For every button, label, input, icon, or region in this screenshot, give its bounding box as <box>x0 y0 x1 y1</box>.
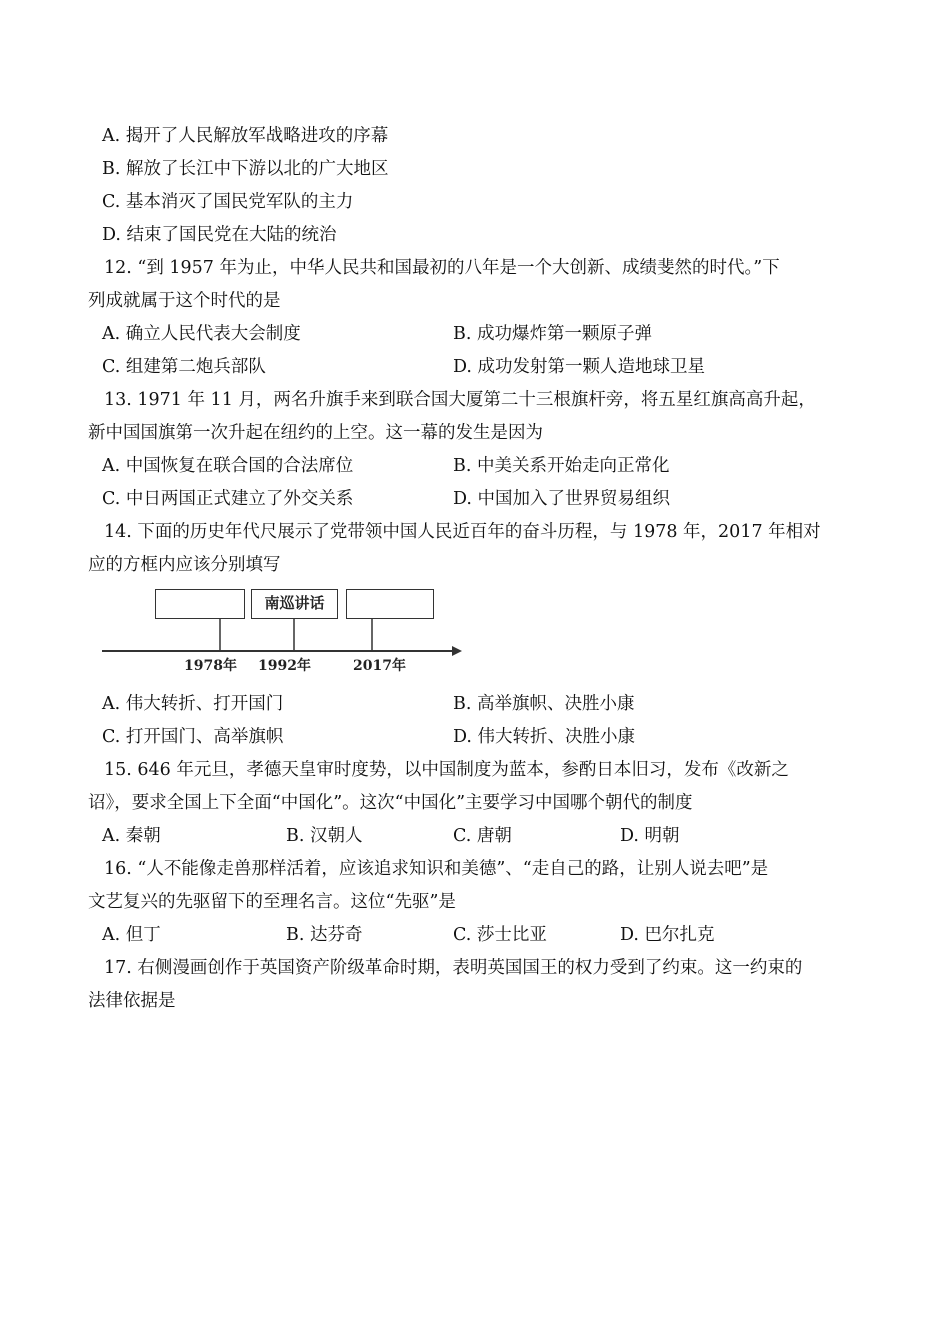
q17-stem-line1: 17. 右侧漫画创作于英国资产阶级革命时期，表明英国国王的权力受到了约束。这一约束的 <box>104 958 803 978</box>
q14-stem-line2: 应的方框内应该分别填写 <box>88 555 281 575</box>
q12-stem-line1: 12. “到 1957 年为止，中华人民共和国最初的八年是一个大创新、成绩斐然的时代。”下 <box>104 258 780 278</box>
timeline-blank-box-1978 <box>155 589 245 619</box>
q15-stem-line2: 诏》，要求全国上下全面“中国化”。这次“中国化”主要学习中国哪个朝代的制度 <box>88 793 693 813</box>
q13-option-d: D. 中国加入了世界贸易组织 <box>453 489 671 509</box>
timeline-arrow-icon <box>452 646 462 656</box>
q16-stem-line2: 文艺复兴的先驱留下的至理名言。这位“先驱”是 <box>88 892 456 912</box>
q16-stem-line1: 16. “人不能像走兽那样活着，应该追求知识和美德”、“走自己的路，让别人说去吧”是 <box>104 859 769 879</box>
q13-stem-line2: 新中国国旗第一次升起在纽约的上空。这一幕的发生是因为 <box>88 423 543 443</box>
q16-option-a: A. 但丁 <box>102 925 161 945</box>
q12-option-b: B. 成功爆炸第一颗原子弹 <box>453 324 652 344</box>
timeline-label-box-1992: 南巡讲话 <box>251 589 338 619</box>
q12-option-d: D. 成功发射第一颗人造地球卫星 <box>453 357 706 377</box>
timeline-year-2017: 2017年 <box>353 658 406 674</box>
q15-stem-line1: 15. 646 年元旦，孝德天皇审时度势，以中国制度为蓝本，参酌日本旧习，发布《改新之 <box>104 760 789 780</box>
q15-option-b: B. 汉朝人 <box>286 826 363 846</box>
q16-option-d: D. 巴尔扎克 <box>620 925 715 945</box>
q11-option-c: C. 基本消灭了国民党军队的主力 <box>102 192 354 212</box>
timeline-blank-box-2017 <box>346 589 434 619</box>
q14-option-d: D. 伟大转折、决胜小康 <box>453 727 636 747</box>
timeline-year-1992: 1992年 <box>258 658 311 674</box>
q13-option-b: B. 中美关系开始走向正常化 <box>453 456 670 476</box>
q17-stem-line2: 法律依据是 <box>88 991 176 1011</box>
q14-option-b: B. 高举旗帜、决胜小康 <box>453 694 635 714</box>
timeline-year-1978: 1978年 <box>184 658 237 674</box>
q16-option-c: C. 莎士比亚 <box>453 925 547 945</box>
q13-stem-line1: 13. 1971 年 11 月，两名升旗手来到联合国大厦第二十三根旗杆旁，将五星红旗高高升起， <box>104 390 816 410</box>
history-timeline <box>100 585 462 680</box>
q14-option-a: A. 伟大转折、打开国门 <box>102 694 284 714</box>
q12-option-a: A. 确立人民代表大会制度 <box>102 324 301 344</box>
q15-option-d: D. 明朝 <box>620 826 680 846</box>
q12-option-c: C. 组建第二炮兵部队 <box>102 357 266 377</box>
q15-option-c: C. 唐朝 <box>453 826 512 846</box>
q14-stem-line1: 14. 下面的历史年代尺展示了党带领中国人民近百年的奋斗历程，与 1978 年，2017 年相对 <box>104 522 821 542</box>
q12-stem-line2: 列成就属于这个时代的是 <box>88 291 281 311</box>
q15-option-a: A. 秦朝 <box>102 826 161 846</box>
q16-option-b: B. 达芬奇 <box>286 925 363 945</box>
q11-option-a: A. 揭开了人民解放军战略进攻的序幕 <box>102 126 389 146</box>
q13-option-a: A. 中国恢复在联合国的合法席位 <box>102 456 354 476</box>
q11-option-b: B. 解放了长江中下游以北的广大地区 <box>102 159 389 179</box>
q14-option-c: C. 打开国门、高举旗帜 <box>102 727 284 747</box>
q11-option-d: D. 结束了国民党在大陆的统治 <box>102 225 337 245</box>
q13-option-c: C. 中日两国正式建立了外交关系 <box>102 489 354 509</box>
